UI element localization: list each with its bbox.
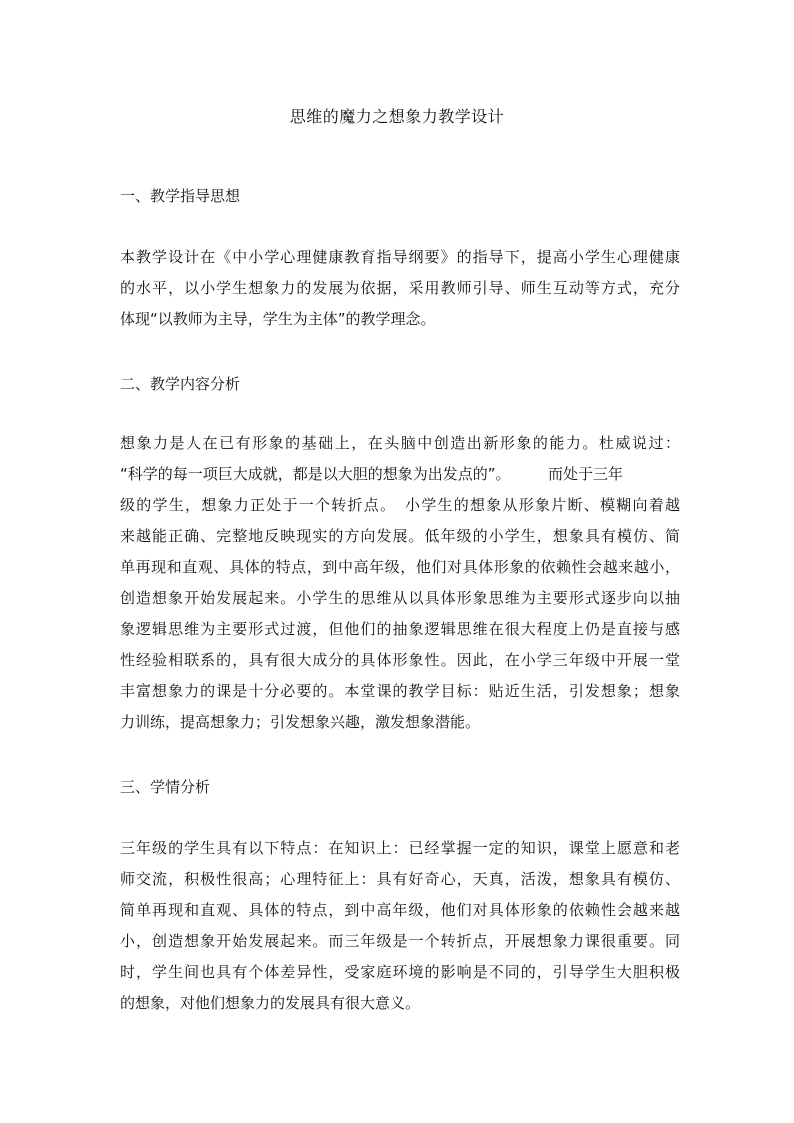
paragraph-line: 时，学生间也具有个体差异性，受家庭环境的影响是不同的，引导学生大胆积极 bbox=[120, 963, 680, 981]
paragraph-line: 简单再现和直观、具体的特点，到中高年级，他们对具体形象的依赖性会越来越 bbox=[120, 901, 680, 919]
paragraph-line: 的水平，以小学生想象力的发展为依据，采用教师引导、师生互动等方式，充分 bbox=[120, 279, 680, 297]
paragraph-line: 创造想象开始发展起来。小学生的思维从以具体形象思维为主要形式逐步向以抽 bbox=[120, 589, 680, 607]
paragraph-line: 性经验相联系的，具有很大成分的具体形象性。因此，在小学三年级中开展一堂 bbox=[120, 651, 680, 669]
paragraph-line: 来越能正确、完整地反映现实的方向发展。低年级的小学生，想象具有模仿、简 bbox=[120, 527, 680, 545]
paragraph-line: 丰富想象力的课是十分必要的。本堂课的教学目标：贴近生活，引发想象；想象 bbox=[120, 682, 680, 700]
section-heading-guiding-ideology: 一、教学指导思想 bbox=[120, 187, 241, 205]
paragraph-line: 的想象，对他们想象力的发展具有很大意义。 bbox=[120, 994, 421, 1012]
paragraph-line: “科学的每一项巨大成就，都是以大胆的想象为出发点的”。 而处于三年 bbox=[120, 465, 624, 483]
section-paragraph-content-analysis bbox=[120, 428, 680, 738]
paragraph-line: 级的学生，想象力正处于一个转折点。 小学生的想象从形象片断、模糊向着越 bbox=[120, 496, 680, 514]
page-title: 思维的魔力之想象力教学设计 bbox=[289, 107, 505, 126]
section-heading-learner-analysis: 三、学情分析 bbox=[120, 778, 211, 796]
paragraph-line: 小，创造想象开始发展起来。而三年级是一个转折点，开展想象力课很重要。同 bbox=[120, 932, 680, 950]
paragraph-line: 体现“以教师为主导，学生为主体”的教学理念。 bbox=[120, 310, 436, 328]
paragraph-line: 本教学设计在《中小学心理健康教育指导纲要》的指导下，提高小学生心理健康 bbox=[120, 248, 680, 266]
paragraph-line: 三年级的学生具有以下特点：在知识上：已经掌握一定的知识，课堂上愿意和老 bbox=[120, 839, 680, 857]
section-heading-content-analysis: 二、教学内容分析 bbox=[120, 375, 241, 393]
section-paragraph-guiding-ideology bbox=[120, 242, 680, 335]
paragraph-line: 象逻辑思维为主要形式过渡，但他们的抽象逻辑思维在很大程度上仍是直接与感 bbox=[120, 620, 680, 638]
paragraph-line: 师交流，积极性很高；心理特征上：具有好奇心，天真，活泼，想象具有模仿、 bbox=[120, 870, 680, 888]
paragraph-line: 力训练，提高想象力；引发想象兴趣，激发想象潜能。 bbox=[120, 713, 481, 731]
paragraph-line: 单再现和直观、具体的特点，到中高年级，他们对具体形象的依赖性会越来越小， bbox=[120, 558, 680, 576]
section-paragraph-learner-analysis bbox=[120, 833, 680, 1019]
paragraph-line: 想象力是人在已有形象的基础上，在头脑中创造出新形象的能力。杜威说过： bbox=[120, 434, 680, 452]
